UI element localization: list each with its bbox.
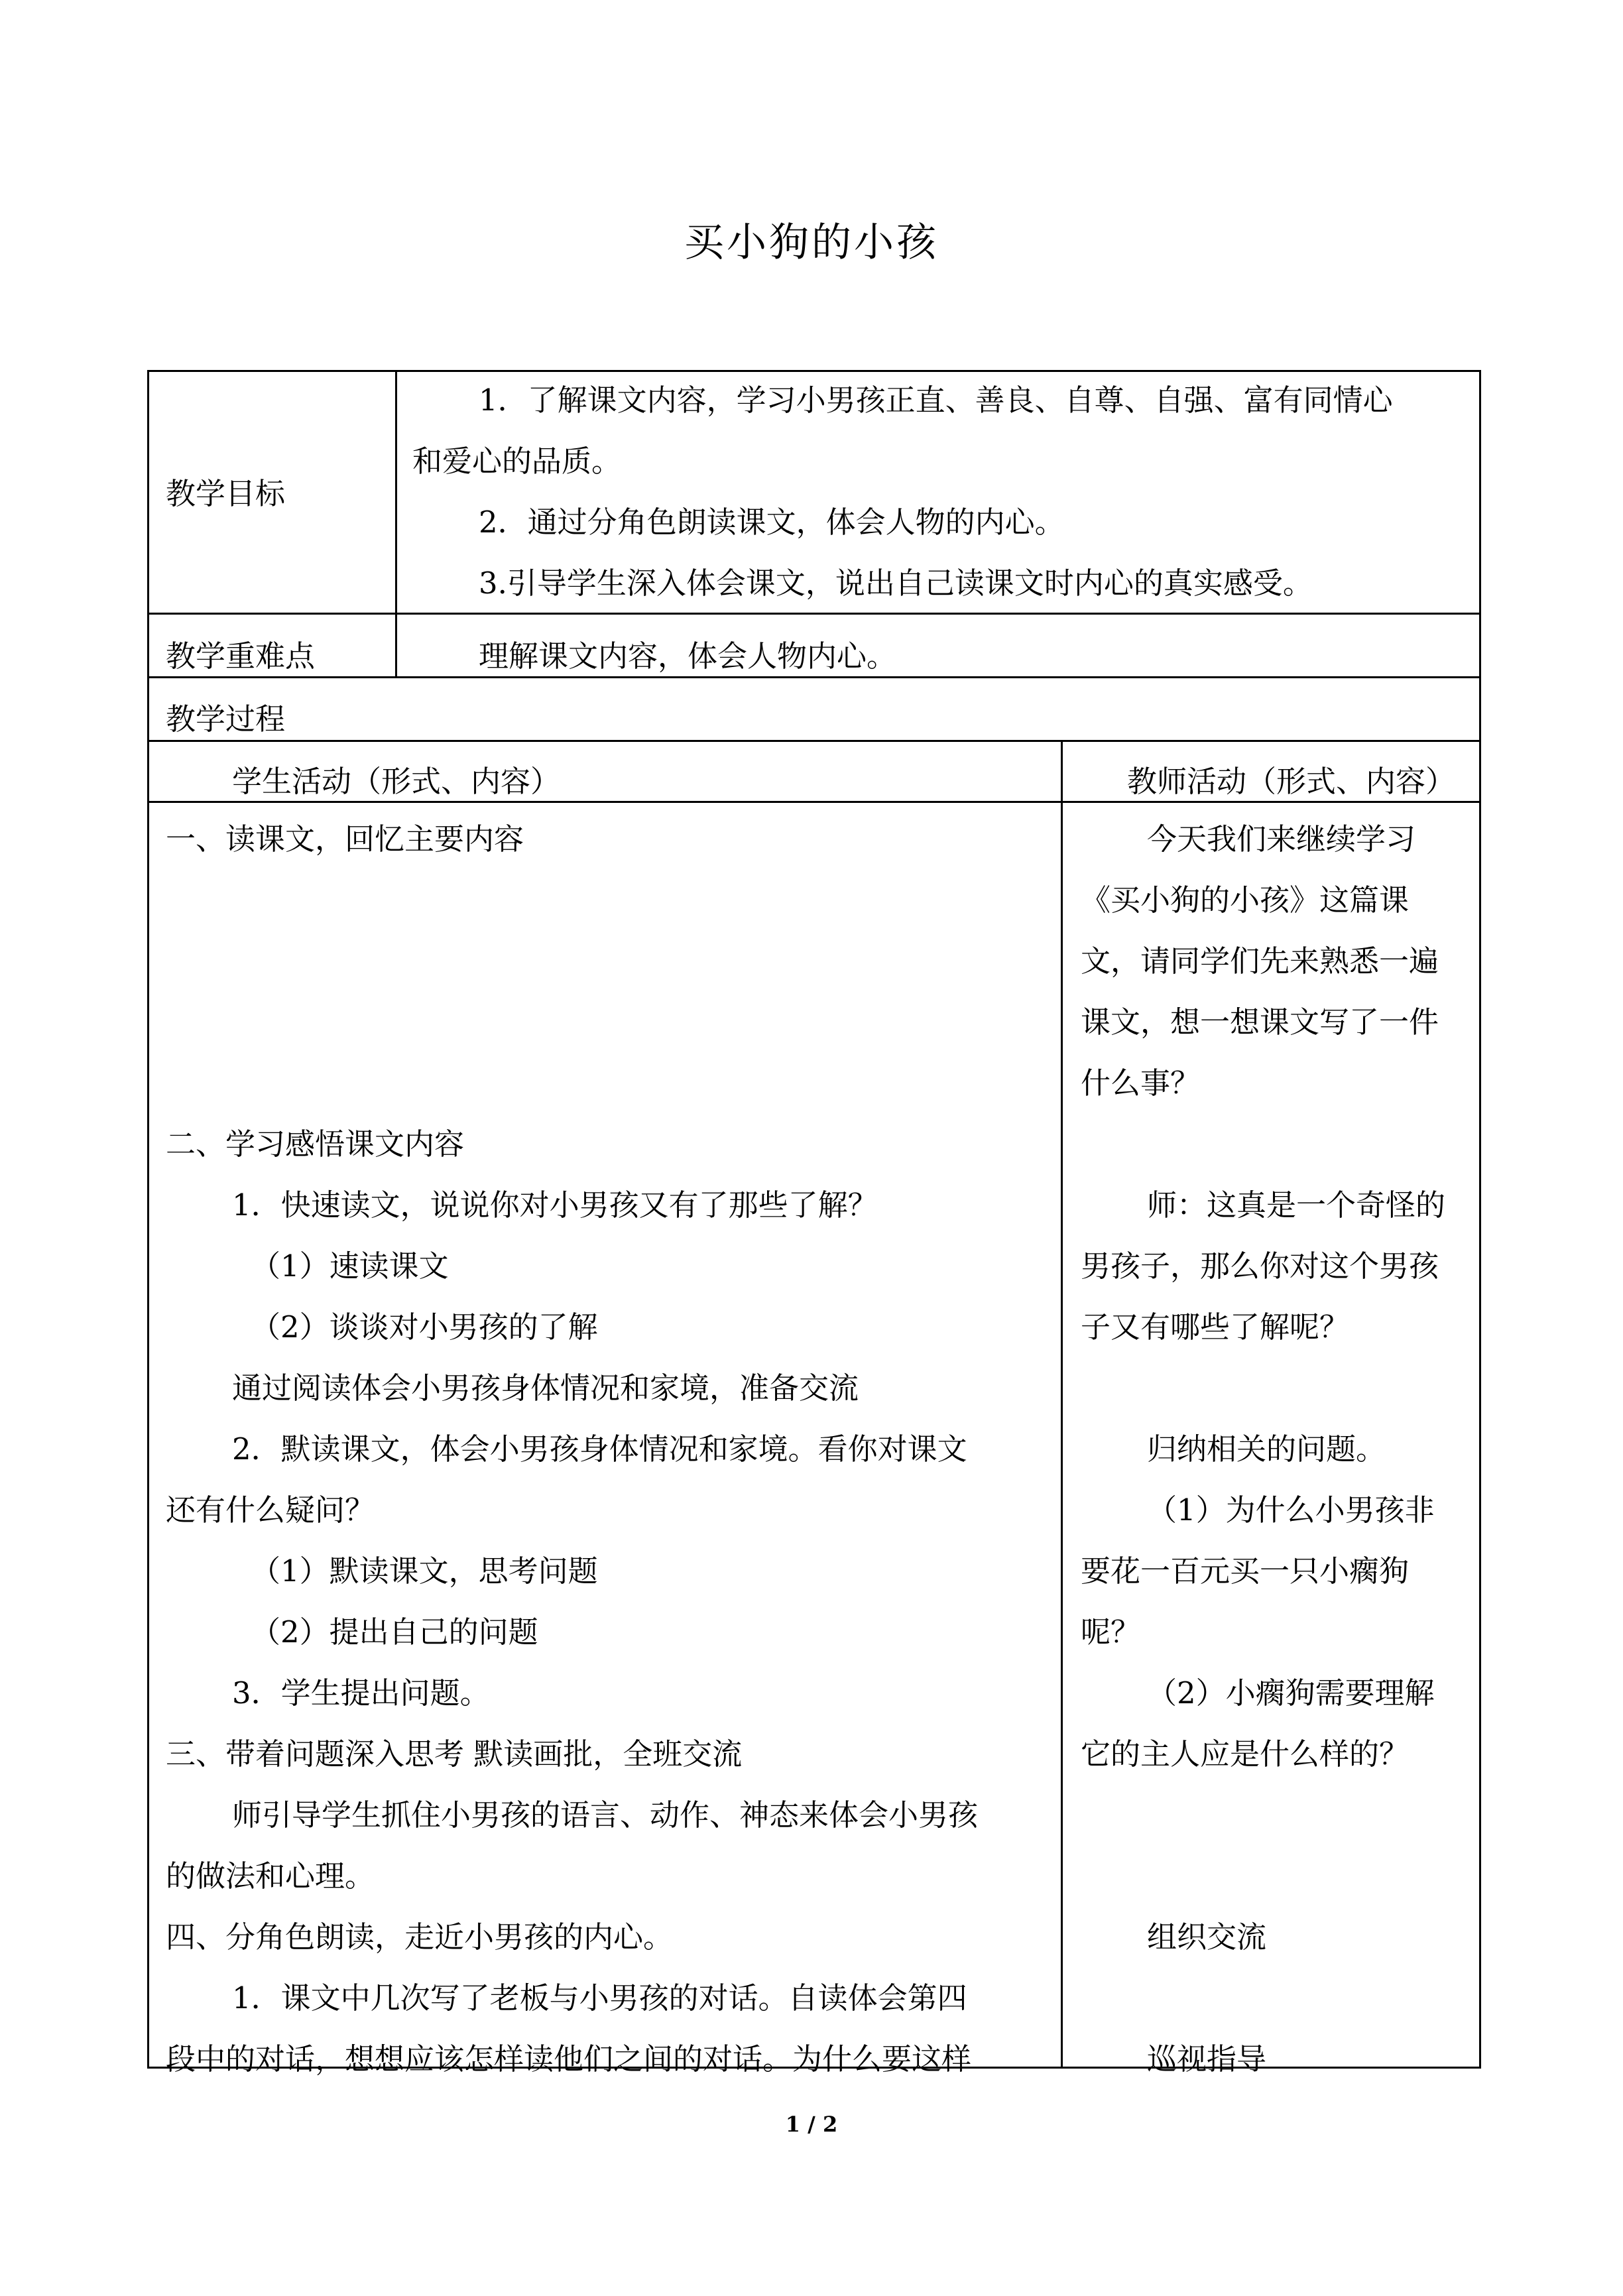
teacher-line: 呢？	[1081, 1614, 1141, 1650]
student-line: （2）谈谈对小男孩的了解	[251, 1309, 598, 1345]
student-line: 二、学习感悟课文内容	[166, 1126, 465, 1162]
key-points-label: 教学重难点	[166, 638, 316, 674]
student-line: （2）提出自己的问题	[251, 1614, 538, 1650]
teacher-line	[1081, 1785, 1445, 1846]
teacher-line: 组织交流	[1147, 1919, 1267, 1955]
key-points-content: 理解课文内容，体会人物内心。	[479, 638, 897, 674]
objectives-label: 教学目标	[166, 476, 286, 511]
student-line: 1．课文中几次写了老板与小男孩的对话。自读体会第四	[232, 1980, 967, 2016]
student-line: 3．学生提出问题。	[232, 1675, 490, 1711]
teacher-activity-header: 教师活动（形式、内容）	[1127, 764, 1456, 799]
teacher-line: 子又有哪些了解呢？	[1081, 1309, 1350, 1345]
student-line: 四、分角色朗读，走近小男孩的内心。	[166, 1919, 674, 1955]
objectives-content	[412, 370, 1393, 614]
table-border-right	[1479, 370, 1481, 2069]
teacher-line: 课文，想一想课文写了一件	[1081, 1004, 1439, 1040]
teacher-line: 今天我们来继续学习	[1147, 821, 1416, 857]
teacher-line	[1081, 1358, 1445, 1419]
teacher-line: 巡视指导	[1147, 2041, 1267, 2077]
table-rule-label-column	[395, 370, 397, 676]
table-border-left	[147, 370, 149, 2069]
student-activity-header: 学生活动（形式、内容）	[232, 764, 561, 799]
teacher-line: 它的主人应是什么样的？	[1081, 1736, 1410, 1772]
student-line: （1）默读课文，思考问题	[251, 1553, 598, 1589]
teacher-line: 文，请同学们先来熟悉一遍	[1081, 943, 1439, 979]
student-line: 三、带着问题深入思考 默读画批，全班交流	[166, 1736, 743, 1772]
student-activity-column	[166, 809, 978, 2090]
teacher-line: 什么事？	[1081, 1065, 1201, 1101]
student-line: 2．默读课文，体会小男孩身体情况和家境。看你对课文	[232, 1431, 967, 1467]
document-title: 买小狗的小孩	[684, 219, 939, 266]
student-line: 一、读课文，回忆主要内容	[166, 821, 524, 857]
teacher-line: （1）为什么小男孩非	[1147, 1492, 1435, 1528]
teacher-line: 归纳相关的问题。	[1147, 1431, 1386, 1467]
teacher-line	[1081, 1846, 1445, 1907]
student-line: 的做法和心理。	[166, 1858, 375, 1894]
page-indicator: 1 / 2	[785, 2112, 838, 2137]
table-rule-process-bottom	[147, 740, 1481, 742]
teacher-line: 要花一百元买一只小瘸狗	[1081, 1553, 1410, 1589]
student-line: 师引导学生抓住小男孩的语言、动作、神态来体会小男孩	[232, 1797, 979, 1833]
student-line	[166, 1053, 978, 1114]
student-line	[166, 870, 978, 931]
student-line	[166, 931, 978, 992]
objective-item: 3.引导学生深入体会课文，说出自己读课文时内心的真实感受。	[479, 566, 1313, 601]
teacher-line: （2）小瘸狗需要理解	[1147, 1675, 1435, 1711]
teacher-line	[1081, 1968, 1445, 2029]
student-line: 1．快速读文，说说你对小男孩又有了那些了解？	[232, 1187, 878, 1223]
teacher-line: 《买小狗的小孩》这篇课	[1081, 882, 1410, 918]
student-line: 还有什么疑问？	[166, 1492, 375, 1528]
student-line: 段中的对话，想想应该怎样读他们之间的对话。为什么要这样	[166, 2041, 972, 2077]
student-line: 通过阅读体会小男孩身体情况和家境，准备交流	[232, 1370, 859, 1406]
teacher-line: 师：这真是一个奇怪的	[1147, 1187, 1446, 1223]
student-line: （1）速读课文	[251, 1248, 449, 1284]
teacher-activity-column	[1081, 809, 1445, 2090]
objective-item: 2．通过分角色朗读课文，体会人物的内心。	[479, 505, 1065, 540]
table-rule-activity-columns	[1061, 740, 1063, 2069]
teacher-line: 男孩子，那么你对这个男孩	[1081, 1248, 1439, 1284]
teacher-line	[1081, 1114, 1445, 1175]
table-rule-header-bottom	[147, 801, 1481, 803]
process-label: 教学过程	[166, 701, 286, 737]
lesson-plan-table	[147, 370, 1481, 2077]
objective-item: 和爱心的品质。	[412, 444, 622, 479]
objective-item: 1．了解课文内容，学习小男孩正直、善良、自尊、自强、富有同情心	[479, 383, 1393, 418]
table-rule-keypoints-bottom	[147, 676, 1481, 678]
student-line	[166, 992, 978, 1053]
